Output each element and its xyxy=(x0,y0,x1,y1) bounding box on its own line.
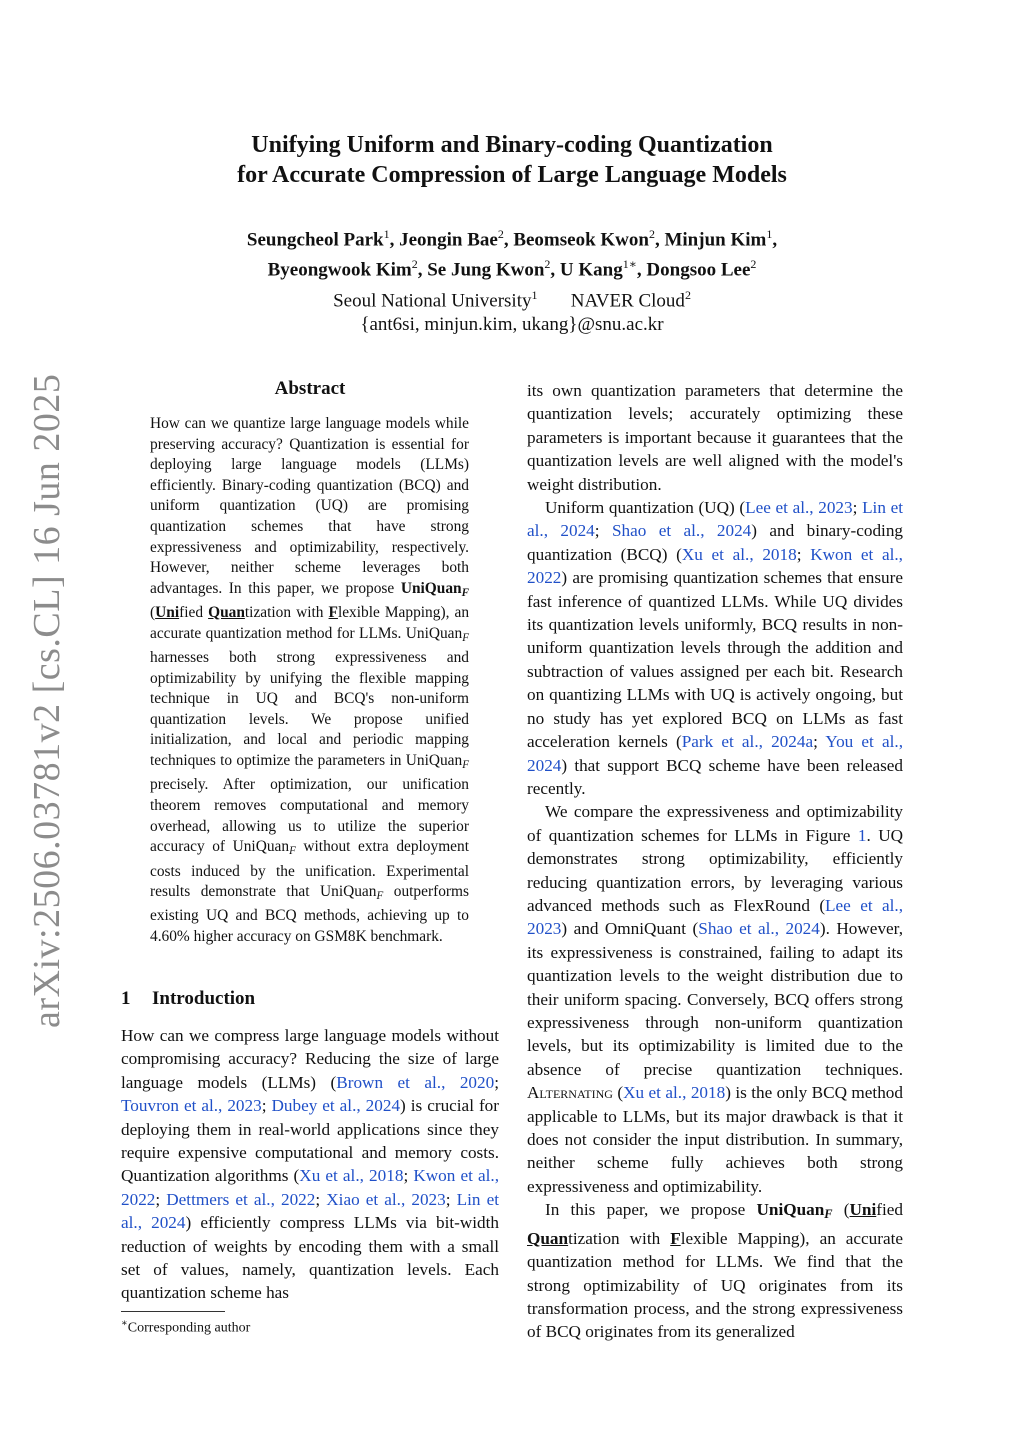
paragraph: How can we compress large language models without compromising accuracy? Reducing the size of large language models (LLMs) (Brown et al., 2020; Touvron et al., 2023; Dubey et al., 2024) is crucial for deploying them in real-world applications since they require expensive computational and memory costs. Quantization algorithms (Xu et al., 2018; Kwon et al., 2022; Dettmers et al., 2022; Xiao et al., 2023; Lin et al., 2024) efficiently compress LLMs via bit-width reduction of weights by encoding them with a small set of values, namely, quantization levels. Each quantization scheme has xyxy=(121,1026,500,1303)
title-line-2: for Accurate Compression of Large Language Models xyxy=(237,162,787,188)
paragraph: In this paper, we propose UniQuanF (Unified Quantization with Flexible Mapping), an accurate quantization method for LLMs. We find that the strong optimizability of UQ originates from its transformation process, and the strong expressiveness of BCQ originates from its generalized xyxy=(527,1200,904,1342)
author-emails: {ant6si, minjun.kim, ukang}@snu.ac.kr xyxy=(360,313,664,335)
citation-link[interactable]: You et al., 2024 xyxy=(527,732,903,775)
footnote-divider xyxy=(121,1311,225,1312)
author-name: Byeongwook Kim xyxy=(267,259,412,281)
paragraph: its own quantization parameters that determine the quantization levels; accurately optimizing these parameters is important because it guarantees that the quantization levels are well aligned with the model's weight distribution. xyxy=(527,381,903,494)
citation-link[interactable]: Dettmers et al., 2022 xyxy=(166,1189,316,1209)
citation-link[interactable]: Brown et al., 2020 xyxy=(336,1072,495,1092)
citation-link[interactable]: Shao et al., 2024 xyxy=(698,919,820,939)
citation-link[interactable]: Kwon et al., 2022 xyxy=(121,1166,499,1209)
footnote: ∗Corresponding author xyxy=(121,1318,251,1336)
abstract-heading: Abstract xyxy=(274,378,346,399)
citation-link[interactable]: Lee et al., 2023 xyxy=(745,498,853,518)
citation-link[interactable]: Park et al., 2024a xyxy=(681,732,814,752)
citation-link[interactable]: Touvron et al., 2023 xyxy=(121,1096,262,1116)
introduction-right-column xyxy=(527,379,903,1344)
citation-link[interactable]: Xu et al., 2018 xyxy=(299,1166,404,1186)
figure-reference-link[interactable]: 1 xyxy=(857,825,867,845)
introduction-left-column xyxy=(121,1024,499,1305)
paragraph: Uniform quantization (UQ) (Lee et al., 2023; Lin et al., 2024; Shao et al., 2024) and binary-coding quantization (BCQ) (Xu et al., 2018; Kwon et al., 2022) are promising quantization schemes that ensure fast inference of quantized LLMs. While UQ divides its quantization levels uniformly, BCQ results in non-uniform quantization levels through the addition and subtraction of values assigned per each bit. Research on quantizing LLMs with UQ is actively ongoing, but no study has yet explored BCQ on LLMs as fast acceleration kernels (Park et al., 2024a; You et al., 2024) that support BCQ scheme have been released recently. xyxy=(527,498,904,798)
method-name: UniQuanF xyxy=(400,579,469,599)
citation-link[interactable]: Xiao et al., 2023 xyxy=(326,1189,446,1209)
affiliations: Seoul National University$^1$ NAVER Cloud$^2$ xyxy=(333,287,691,311)
method-name: UniQuanF xyxy=(756,1200,833,1222)
author-name: Se Jung Kwon xyxy=(427,259,545,281)
author-block xyxy=(0,222,1024,337)
title-line-1: Unifying Uniform and Binary-coding Quantization xyxy=(251,132,773,158)
author-name: Dongsoo Lee xyxy=(646,259,751,281)
citation-link[interactable]: Shao et al., 2024 xyxy=(611,521,752,541)
citation-link[interactable]: Lin et al., 2024 xyxy=(527,498,903,541)
citation-link[interactable]: Dubey et al., 2024 xyxy=(271,1096,401,1116)
page-title xyxy=(0,130,1024,190)
author-name: U Kang xyxy=(559,259,623,281)
author-row-2: Byeongwook Kim$^2$, Se Jung Kwon$^2$, U Kang$^{1∗}$, Dongsoo Lee$^2$ xyxy=(267,257,757,281)
section-heading-introduction: 1 Introduction xyxy=(121,988,256,1009)
arxiv-identifier: arXiv:2506.03781v2 [cs.CL] 16 Jun 2025 xyxy=(26,373,68,1028)
author-name: Minjun Kim xyxy=(664,229,767,251)
citation-link[interactable]: Kwon et al., 2022 xyxy=(527,544,903,588)
author-row-1: Seungcheol Park$^1$, Jeongin Bae$^2$, Beomseok Kwon$^2$, Minjun Kim$^1$, xyxy=(246,227,778,251)
citation-link[interactable]: Lin et al., 2024 xyxy=(121,1189,500,1233)
abstract-body: How can we quantize large language models while preserving accuracy? Quantization is essential for deploying large language models (LLMs) efficiently. Binary-coding quantization (BCQ) and uniform quantization (UQ) are promising quantization schemes that have strong expressiveness and optimizability, respectively. However, neither scheme leverages both advantages. In this paper, we propose UniQuanF (Unified Quantization with Flexible Mapping), an accurate quantization method for LLMs. UniQuanF harnesses both strong expressiveness and optimizability by unifying the flexible mapping technique in UQ and BCQ's non-uniform quantization levels. We propose unified initialization, and local and periodic mapping techniques to optimize the parameters in UniQuanF precisely. After optimization, our unification theorem removes computational and memory overhead, allowing us to utilize the superior accuracy of UniQuanF without extra deployment costs induced by the unification. Experimental results demonstrate that UniQuanF outperforms existing UQ and BCQ methods, achieving up to 4.60% higher accuracy on GSM8K benchmark. xyxy=(150,415,470,946)
citation-link[interactable]: Lee et al., 2023 xyxy=(527,895,903,939)
author-name: Beomseok Kwon xyxy=(513,229,649,251)
author-name: Seungcheol Park xyxy=(246,229,384,251)
citation-link[interactable]: Xu et al., 2018 xyxy=(623,1083,726,1103)
author-name: Jeongin Bae xyxy=(399,229,498,251)
citation-link[interactable]: Xu et al., 2018 xyxy=(681,544,797,564)
paragraph: We compare the expressiveness and optimizability of quantization schemes for LLMs in Figure 1. UQ demonstrates strong optimizability, efficiently reducing quantization errors, by leveraging various advanced methods such as FlexRound (Lee et al., 2023) and OmniQuant (Shao et al., 2024). However, its expressiveness is constrained, failing to adapt its quantization levels to the weight distribution due to their uniform spacing. Conversely, BCQ offers strong expressiveness through non-uniform quantization levels, but its optimizability is limited due to the absence of precise quantization techniques. Alternating (Xu et al., 2018) is the only BCQ method applicable to LLMs, but its major drawback is that it does not consider the input distribution. In summary, neither scheme fully achieves both strong expressiveness and optimizability. xyxy=(527,802,904,1196)
